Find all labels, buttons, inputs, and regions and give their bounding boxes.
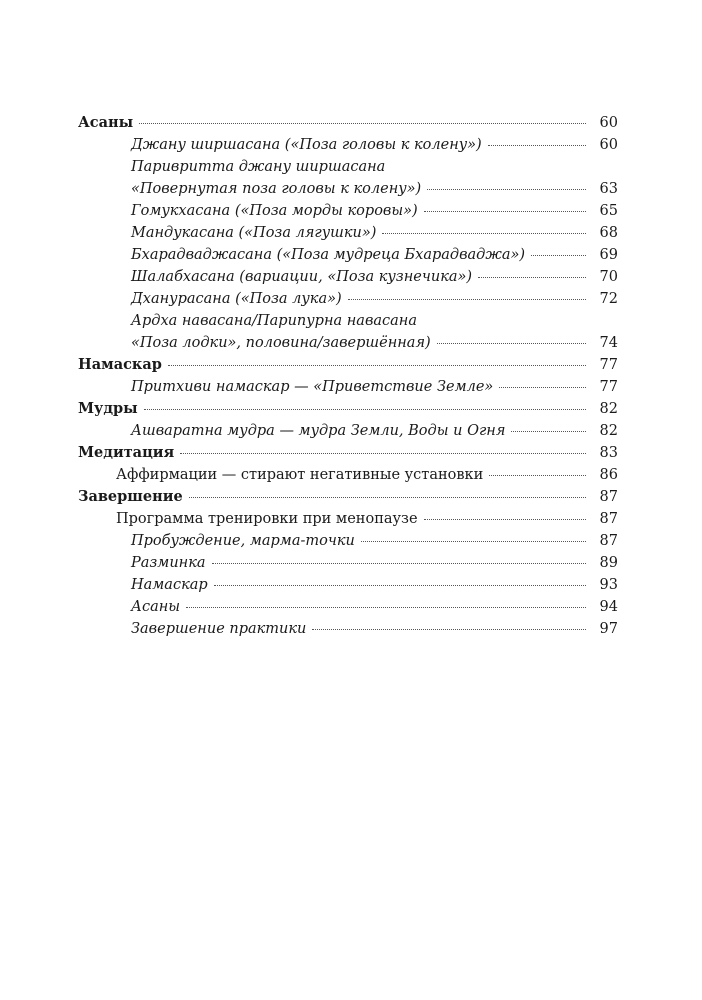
toc-entry-title: Намаскар: [78, 356, 162, 373]
dot-leader: [391, 167, 586, 168]
dot-leader: [144, 408, 586, 410]
toc-entry-page: 65: [599, 203, 618, 219]
toc-entry-title: Завершение: [78, 488, 183, 505]
toc-entry-title: Мудры: [78, 400, 138, 417]
toc-entry: [78, 552, 618, 574]
toc-entry: [78, 464, 618, 486]
toc-entry-page: 82: [599, 423, 618, 439]
dot-leader: [424, 210, 586, 212]
toc-entry-page: 87: [599, 489, 618, 505]
toc-entry-title: Паривритта джану ширшасана: [131, 159, 386, 175]
toc-entry-title: Джану ширшасана («Поза головы к колену»): [131, 137, 482, 153]
toc-entry: [78, 244, 618, 266]
toc-entry-page: 94: [599, 599, 618, 615]
dot-leader: [488, 144, 586, 146]
toc-entry-title: Намаскар: [131, 577, 208, 593]
toc-entry: [78, 508, 618, 530]
toc-entry-title: Дханурасана («Поза лука»): [131, 291, 342, 307]
toc-entry: [78, 288, 618, 310]
toc-entry: [78, 398, 618, 420]
dot-leader: [382, 232, 586, 234]
toc-entry-title: Асаны: [78, 114, 134, 131]
toc-entry-page: 72: [599, 291, 618, 307]
toc-entry: [78, 134, 618, 156]
toc-entry: [78, 596, 618, 618]
toc-entry-title: Завершение практики: [131, 621, 307, 637]
toc-entry-title: Аффирмации — стирают негативные установки: [116, 467, 484, 483]
toc-entry-page: 77: [599, 379, 618, 395]
dot-leader: [531, 254, 586, 256]
toc-entry-title: Асаны: [131, 599, 181, 615]
toc-entry: [78, 420, 618, 442]
dot-leader: [489, 474, 586, 476]
toc-entry-page: 87: [599, 511, 618, 527]
dot-leader: [348, 298, 586, 300]
dot-leader: [423, 321, 586, 322]
dot-leader: [189, 496, 586, 498]
dot-leader: [168, 364, 586, 366]
dot-leader: [180, 452, 586, 454]
toc-entry: [78, 618, 618, 640]
toc-entry-title: Разминка: [131, 555, 206, 571]
dot-leader: [139, 122, 586, 124]
toc-entry-page: 74: [599, 335, 618, 351]
toc-entry: [78, 354, 618, 376]
toc-entry-title: Мандукасана («Поза лягушки»): [131, 225, 377, 241]
toc-entry-page: 68: [599, 225, 618, 241]
dot-leader: [499, 386, 586, 388]
toc-entry-page: 70: [599, 269, 618, 285]
toc-entry: [78, 376, 618, 398]
dot-leader: [478, 276, 586, 278]
toc-entry: [78, 574, 618, 596]
toc-entry-page: 97: [599, 621, 618, 637]
toc-entry-title: Бхарадваджасана («Поза мудреца Бхарадваджа»): [131, 247, 526, 263]
dot-leader: [186, 606, 586, 608]
toc-entry-page: 60: [599, 137, 618, 153]
toc-entry-title: Программа тренировки при менопаузе: [116, 511, 418, 527]
toc-entry: [78, 332, 618, 354]
toc-entry: [78, 486, 618, 508]
toc-entry: [78, 530, 618, 552]
toc-entry-page: 63: [599, 181, 618, 197]
toc-entry-page: 86: [599, 467, 618, 483]
toc-entry: [78, 222, 618, 244]
toc-entry: [78, 442, 618, 464]
dot-leader: [511, 430, 586, 432]
toc-entry: [78, 156, 618, 178]
dot-leader: [214, 584, 586, 586]
toc-entry-page: 83: [599, 445, 618, 461]
toc-entry-title: Ашваратна мудра — мудра Земли, Воды и Огня: [131, 423, 506, 439]
toc-entry: [78, 178, 618, 200]
toc-entry-title: Гомукхасана («Поза морды коровы»): [131, 203, 418, 219]
dot-leader: [427, 188, 586, 190]
toc-entry-page: 82: [599, 401, 618, 417]
dot-leader: [361, 540, 586, 542]
dot-leader: [424, 518, 586, 520]
toc-entry-title: Ардха навасана/Парипурна навасана: [131, 313, 417, 329]
toc-entry: [78, 310, 618, 332]
toc-entry-page: 60: [599, 115, 618, 131]
toc-entry-title: Медитация: [78, 444, 175, 461]
toc-entry-title: «Поза лодки», половина/завершённая): [131, 335, 431, 351]
dot-leader: [312, 628, 586, 630]
toc-entry-page: 89: [599, 555, 618, 571]
toc-entry-page: 77: [599, 357, 618, 373]
toc-entry-page: 93: [599, 577, 618, 593]
toc-entry: [78, 112, 618, 134]
dot-leader: [437, 342, 586, 344]
table-of-contents: [78, 112, 618, 640]
toc-entry-title: Шалабхасана (вариации, «Поза кузнечика»): [131, 269, 473, 285]
toc-entry: [78, 200, 618, 222]
toc-entry-page: 69: [599, 247, 618, 263]
toc-entry-title: «Повернутая поза головы к колену»): [131, 181, 422, 197]
toc-entry-title: Пробуждение, марма-точки: [131, 533, 355, 549]
toc-entry: [78, 266, 618, 288]
toc-entry-page: 87: [599, 533, 618, 549]
toc-entry-title: Притхиви намаскар — «Приветствие Земле»: [131, 379, 494, 395]
dot-leader: [212, 562, 586, 564]
